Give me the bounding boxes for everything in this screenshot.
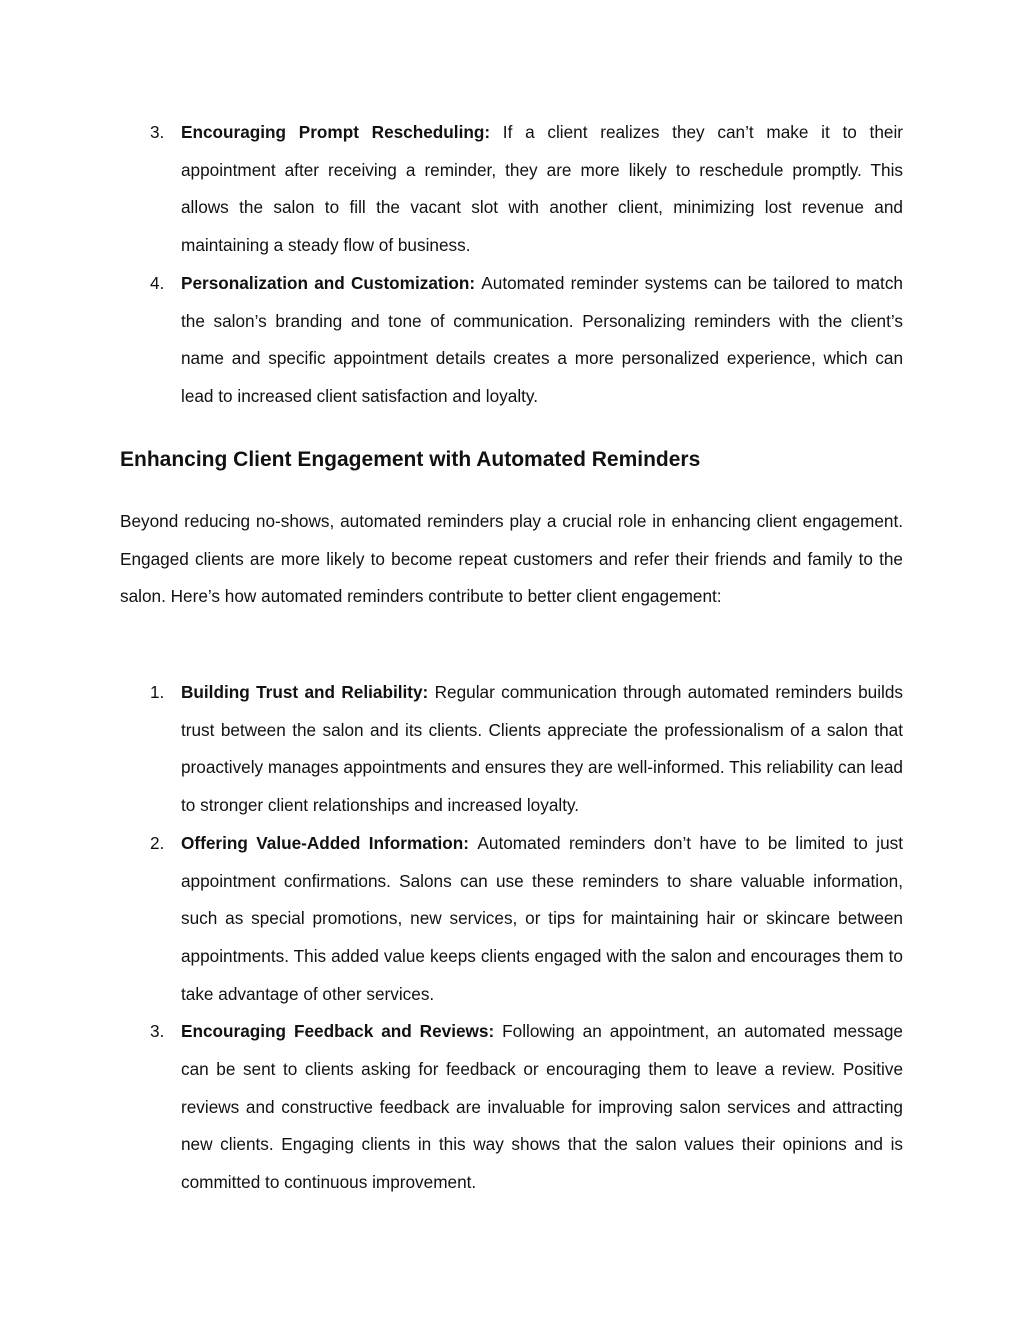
list-item-number: 3. [150, 1021, 165, 1042]
list-item-title: Building Trust and Reliability: [181, 682, 435, 702]
section-intro-paragraph: Beyond reducing no-shows, automated reminders play a crucial role in enhancing client engagement. Engaged clients are more likely to become repeat customers and refer their friends and family to the salon. Here’s how automated reminders contribute to better client engagement: [120, 511, 903, 607]
list-item [120, 265, 903, 416]
numbered-list-bottom [120, 674, 903, 1202]
list-item-text: If a client realizes they can’t make it to their appointment after receiving a reminder, they are more likely to reschedule promptly. This allows the salon to fill the vacant slot with another client, minimizing lost revenue and maintaining a steady flow of business. [181, 122, 903, 256]
list-item-number: 2. [150, 832, 165, 853]
list-item-text: Regular communication through automated reminders builds trust between the salon and its clients. Clients appreciate the professionalism of a salon that proactively manages appointments and ensures they are well-informed. This reliability can lead to stronger client relationships and increased loyalty. [181, 682, 903, 816]
list-item-number: 3. [150, 122, 165, 142]
list-item-title: Offering Value-Added Information: [181, 832, 478, 853]
list-item-title: Personalization and Customization: [181, 272, 482, 293]
section-heading: Enhancing Client Engagement with Automated Reminders [120, 448, 701, 471]
list-item [120, 825, 903, 1014]
list-item-text: Automated reminder systems can be tailored to match the salon’s branding and tone of communication. Personalizing reminders with the client’s name and specific appointment details creates a more personalized experience, which can lead to increased client satisfaction and loyalty. [181, 272, 903, 406]
list-item [120, 1013, 903, 1202]
list-item-title: Encouraging Feedback and Reviews: [181, 1021, 503, 1042]
list-item [120, 674, 903, 825]
list-item-number: 4. [150, 272, 165, 293]
numbered-list-top [120, 114, 903, 416]
list-item-number: 1. [150, 682, 165, 702]
list-item [120, 114, 903, 265]
list-item-text: Automated reminders don’t have to be limited to just appointment confirmations. Salons can use these reminders to share valuable information, such as special promotions, new services, or tips for maintaining hair or skincare between appointments. This added value keeps clients engaged with the salon and encourages them to take advantage of other services. [181, 832, 903, 1004]
list-item-title: Encouraging Prompt Rescheduling: [181, 122, 503, 142]
list-item-text: Following an appointment, an automated message can be sent to clients asking for feedback or encouraging them to leave a review. Positive reviews and constructive feedback are invaluable for improving salon services and attracting new clients. Engaging clients in this way shows that the salon values their opinions and is committed to continuous improvement. [181, 1021, 903, 1193]
